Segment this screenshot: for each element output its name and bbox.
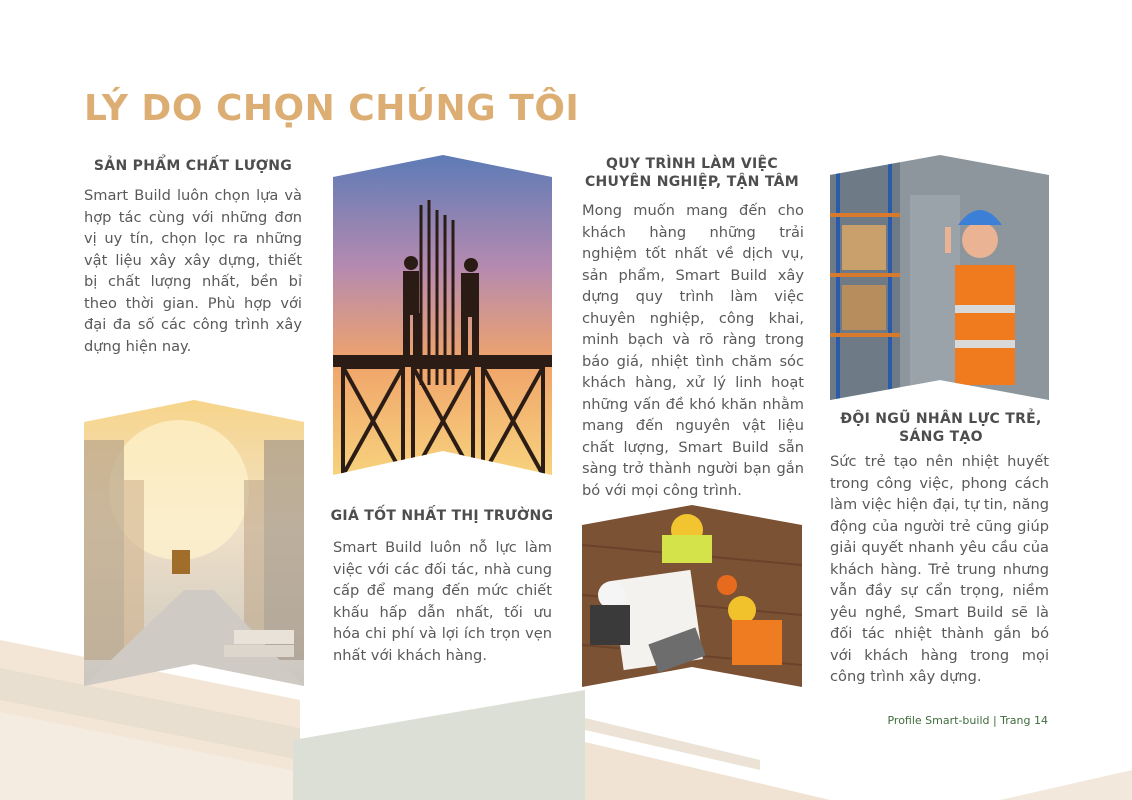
section-heading-price: GIÁ TỐT NHẤT THỊ TRƯỜNG — [330, 508, 554, 524]
warehouse-worker-photo — [830, 155, 1049, 400]
section-body-team: Sức trẻ tạo nên nhiệt huyết trong công việc, phong cách làm việc hiện đại, tự tin, năng động của người trẻ cũng giúp giải quyết nhanh yêu cầu của khách hàng. Trẻ trung nhưng vẫn đầy sự cẩn trọng, niềm yêu nghề, Smart Build sẽ là đối tác nhiệt thành gắn bó với khách hàng trong mọi công trình xây dựng. — [830, 453, 1049, 685]
engineers-meeting-photo — [582, 505, 802, 687]
construction-workers-sunset-photo — [333, 155, 552, 475]
section-heading-process: QUY TRÌNH LÀM VIỆC CHUYÊN NGHIỆP, TẬN TÂM — [584, 156, 800, 190]
warehouse-photo — [84, 400, 304, 686]
section-body-process: Mong muốn mang đến cho khách hàng những trải nghiệm tốt nhất về dịch vụ, sản phẩm, Smart Build xây dựng quy trình làm việc chuyên nghiệp, công khai, minh bạch và rõ ràng trong báo giá, nhiệt tình chăm sóc khách hàng, xử lý linh hoạt những vấn đề khó khăn nhằm mang đến nguyên vật liệu chất lượng, Smart Build sẵn sàng trở thành người bạn gắn bó với mọi công trình. — [582, 202, 804, 499]
section-body-quality: Smart Build luôn chọn lựa và hợp tác cùng với những đơn vị uy tín, chọn lọc ra những vật liệu xây xây dựng, thiết bị chất lượng nhất, bền bỉ theo thời gian. Phù hợp với đại đa số các công trình xây dựng hiện nay. — [84, 187, 302, 355]
page-title: LÝ DO CHỌN CHÚNG TÔI — [84, 88, 580, 129]
section-heading-quality: SẢN PHẨM CHẤT LƯỢNG — [93, 158, 293, 174]
section-heading-team: ĐỘI NGŨ NHÂN LỰC TRẺ, SÁNG TẠO — [840, 411, 1042, 445]
section-body-price: Smart Build luôn nỗ lực làm việc với các đối tác, nhà cung cấp để mang đến mức chiết khấu hấp dẫn nhất, tối ưu hóa chi phí và lợi ích trọn vẹn nhất với khách hàng. — [333, 539, 552, 664]
page-footer: Profile Smart-build | Trang 14 — [887, 714, 1048, 727]
